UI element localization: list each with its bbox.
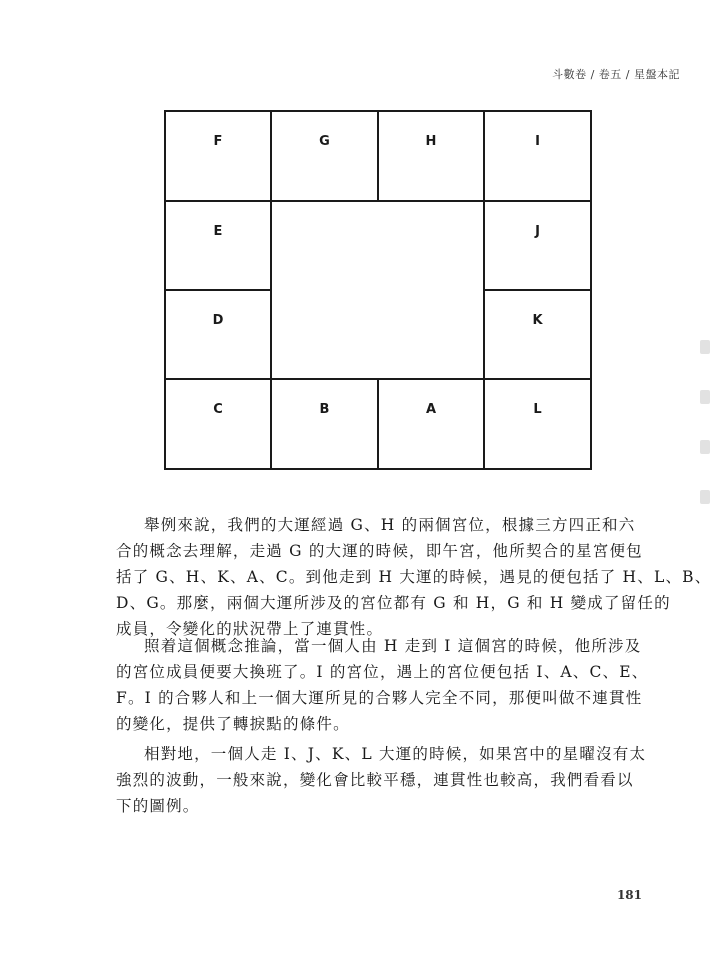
text-line: 的宮位成員便要大換班了。I 的宮位，遇上的宮位便包括 I、A、C、E、 — [116, 663, 649, 681]
text-line: 照着這個概念推論，當一個人由 H 走到 I 這個宮的時候，他所涉及 — [144, 637, 642, 655]
grid-center-block — [270, 200, 485, 380]
text-line: 的變化，提供了轉捩點的條件。 — [116, 715, 350, 733]
body-paragraph-2 — [116, 633, 666, 737]
palace-label: C — [213, 402, 223, 417]
scan-margin-marks — [700, 340, 714, 504]
palace-grid — [165, 111, 591, 469]
palace-label: I — [535, 134, 540, 149]
text-line: F。I 的合夥人和上一個大運所見的合夥人完全不同，那便叫做不連貫性 — [116, 689, 643, 707]
palace-cell-g — [270, 110, 379, 202]
running-header: 斗數卷 / 卷五 / 星盤本記 — [552, 68, 680, 81]
palace-cell-j — [483, 200, 592, 291]
palace-label: H — [425, 134, 437, 149]
text-line: 合的概念去理解，走過 G 的大運的時候，即午宮，他所契合的星宮便包 — [116, 542, 643, 560]
palace-cell-i — [483, 110, 592, 202]
text-line: 下的圖例。 — [116, 797, 200, 815]
text-line: 括了 G、H、K、A、C。到他走到 H 大運的時候，遇見的便包括了 H、L、B、 — [116, 568, 712, 586]
text-line: D、G。那麼，兩個大運所涉及的宮位都有 G 和 H，G 和 H 變成了留任的 — [116, 594, 671, 612]
palace-cell-d — [164, 289, 272, 380]
palace-label: E — [213, 224, 223, 239]
palace-label: A — [425, 402, 437, 417]
palace-label: J — [535, 224, 540, 239]
text-line: 相對地，一個人走 I、J、K、L 大運的時候，如果宮中的星曜沒有太 — [144, 745, 647, 763]
text-line: 舉例來說，我們的大運經過 G、H 的兩個宮位，根據三方四正和六 — [144, 516, 636, 534]
palace-label: F — [213, 134, 223, 149]
page-number: 181 — [616, 888, 642, 902]
scan-smudge — [700, 390, 710, 404]
scan-smudge — [700, 440, 710, 454]
text-line: 強烈的波動，一般來說，變化會比較平穩，連貫性也較高，我們看看以 — [116, 771, 634, 789]
palace-label: B — [319, 402, 330, 417]
palace-cell-h — [377, 110, 485, 202]
palace-cell-l — [483, 378, 592, 470]
palace-cell-k — [483, 289, 592, 380]
scan-smudge — [700, 340, 710, 354]
palace-label: D — [212, 313, 224, 328]
text-line: 成員，令變化的狀況帶上了連貫性。 — [116, 620, 384, 638]
palace-label: L — [533, 402, 542, 417]
palace-cell-f — [164, 110, 272, 202]
palace-cell-e — [164, 200, 272, 291]
palace-cell-c — [164, 378, 272, 470]
body-paragraph-1 — [116, 512, 712, 642]
palace-cell-b — [270, 378, 379, 470]
palace-label: G — [319, 134, 330, 149]
body-paragraph-3 — [116, 741, 666, 819]
palace-label: K — [532, 313, 543, 328]
palace-cell-a — [377, 378, 485, 470]
scan-smudge — [700, 490, 710, 504]
